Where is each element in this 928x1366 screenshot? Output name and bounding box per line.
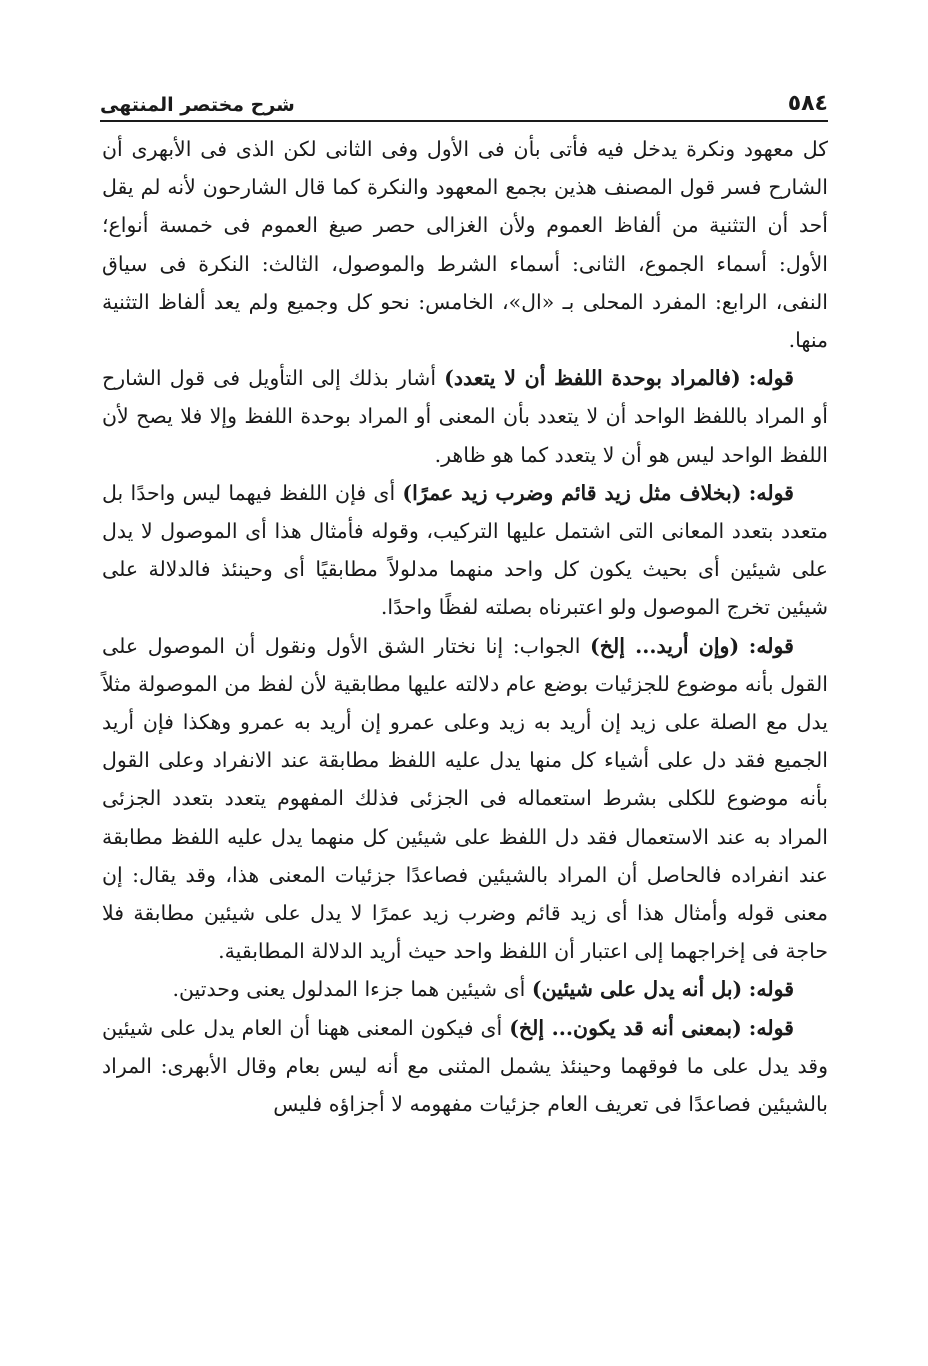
paragraph (102, 359, 828, 474)
paragraph-text: أشار بذلك إلى التأويل فى قول الشارح أو المراد باللفظ الواحد أن لا يتعدد بأن المعنى أو المراد بوحدة اللفظ وإلا فلا يصح لأن اللفظ الواحد ليس هو أن لا يتعدد كما هو ظاهر. (102, 366, 828, 467)
paragraph-text: كل معهود ونكرة يدخل فيه فأتى بأن فى الأول وفى الثانى لكن الذى فى الأبهرى أن الشارح فسر قول المصنف هذين بجمع المعهود والنكرة كما قال الشارحون لأنه لم يقل أحد أن التثنية من ألفاظ العموم ولأن الغزالى حصر صيغ العموم فى خمسة أنواع؛ الأول: أسماء الجموع، الثانى: أسماء الشرط والموصول، الثالث: النكرة فى سياق النفى، الرابع: المفرد المحلى بـ «ال»، الخامس: نحو كل وجميع ولم يعد ألفاظ التثنية منها. (102, 137, 828, 353)
quoted-phrase: (وإن أريد... إلخ) (590, 633, 740, 658)
running-title: شرح مختصر المنتهى (100, 94, 295, 116)
paragraph-text: أى شيئين هما جزءا المدلول يعنى وحدتين. (172, 977, 526, 1002)
paragraph (102, 1009, 828, 1124)
paragraph-text: أى فيكون المعنى ههنا أن العام يدل على شيئين وقد يدل على ما فوقهما وحينئذ يشمل المثنى مع أنه ليس بعام وقال الأبهرى: المراد بالشيئين فصاعدًا فى تعريف العام جزئيات مفهومه لا أجزاؤه فليس (102, 1015, 828, 1117)
paragraph (102, 130, 828, 359)
page-header (100, 80, 828, 122)
commentary-lead: قوله: (748, 1015, 794, 1040)
quoted-phrase: (بمعنى أنه قد يكون... إلخ) (509, 1015, 742, 1040)
commentary-lead: قوله: (748, 480, 794, 505)
paragraph (102, 970, 828, 1008)
page-number: ٥٨٤ (787, 91, 828, 116)
commentary-lead: قوله: (748, 977, 794, 1002)
paragraph (102, 474, 828, 627)
quoted-phrase: (بخلاف مثل زيد قائم وضرب زيد عمرًا) (402, 480, 742, 505)
body-text (102, 130, 828, 1123)
paragraph-text: الجواب: إنا نختار الشق الأول ونقول أن الموصول على القول بأنه موضوع للجزئيات بوضع عام دلالته عليها مطابقية لأن لفظ من الموصولة مثلاً يدل مع الصلة على زيد إن أريد به زيد وعلى عمرو إن أريد به عمرو وهكذا فإن أريد الجميع فقد دل على أشياء كل منها يدل عليه اللفظ مطابقة عند الانفراد وعلى القول بأنه موضوع للكلى بشرط استعماله فى الجزئى فذلك المفهوم يتعدد بتعدد الجزئى المراد به عند الاستعمال فقد دل اللفظ على شيئين كل منهما يدل عليه اللفظ مطابقة عند انفراده فالحاصل أن المراد بالشيئين فصاعدًا جزئيات المعنى هذا، وقد يقال: إن معنى قوله وأمثال هذا أى زيد قائم وضرب زيد عمرًا لا يدل على شيئين مطابقة فلا حاجة فى إخراجهما إلى اعتبار أن اللفظ واحد حيث أريد الدلالة المطابقية. (102, 633, 828, 964)
quoted-phrase: (فالمراد بوحدة اللفظ أن لا يتعدد) (444, 366, 741, 391)
quoted-phrase: (بل أنه يدل على شيئين) (531, 977, 743, 1002)
commentary-lead: قوله: (748, 366, 794, 391)
commentary-lead: قوله: (748, 633, 794, 658)
paragraph-text: أى فإن اللفظ فيهما ليس واحدًا بل متعدد بتعدد المعانى التى اشتمل عليها التركيب، وقوله فأمثال هذا أى الموصول لا يدل على شيئين أى بحيث يكون كل واحد منهما مدلولاً مطابقيًا أى وحينئذ فالدلالة على شيئين تخرج الموصول ولو اعتبرناه بصلته لفظًا واحدًا. (102, 480, 828, 620)
paragraph (102, 627, 828, 971)
